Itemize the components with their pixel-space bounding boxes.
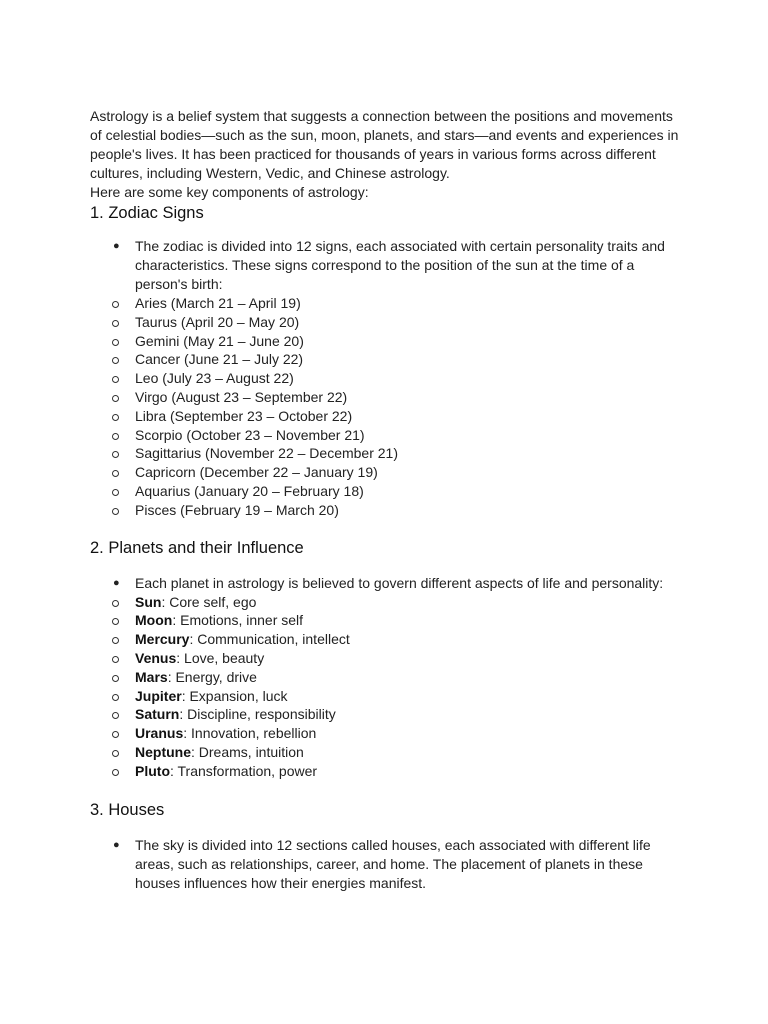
bullet-ring-icon [112,489,119,496]
bullet-ring-icon [112,357,119,364]
planets-bullet-text: Each planet in astrology is believed to govern different aspects of life and personality: [135,574,664,591]
planet-desc: : Core self, ego [161,593,257,610]
list-item [90,705,680,724]
bullet-ring-icon [112,451,119,458]
bullet-dot-icon: ● [113,240,120,252]
planet-list [90,593,680,781]
list-item [90,724,680,743]
bullet-ring-icon [112,637,119,644]
document-page [90,107,680,893]
bullet-ring-icon [112,675,119,682]
zodiac-sign: Sagittarius (November 22 – December 21) [135,445,399,462]
list-item [90,762,680,781]
list-item [90,836,680,893]
planet-name: Mars [135,668,168,685]
list-item [90,444,680,463]
planet-desc: : Innovation, rebellion [183,725,317,742]
planet-name: Venus [135,649,177,666]
bullet-ring-icon [112,769,119,776]
zodiac-sign-list [90,294,680,520]
planet-desc: : Discipline, responsibility [179,706,336,723]
bullet-ring-icon [112,320,119,327]
bullet-dot-icon: ● [113,576,120,589]
list-item [90,574,680,781]
planet-desc: : Energy, drive [167,668,257,685]
list-item [90,237,680,520]
list-item [90,630,680,649]
bullet-ring-icon [112,301,119,308]
zodiac-sign: Taurus (April 20 – May 20) [135,313,300,330]
bullet-ring-icon [112,339,119,346]
list-item [90,649,680,668]
section-heading-planets: 2. Planets and their Influence [90,538,304,557]
zodiac-sign: Capricorn (December 22 – January 19) [135,464,378,481]
list-item [90,611,680,630]
list-item [90,668,680,687]
list-item [90,313,680,332]
bullet-ring-icon [112,731,119,738]
bullet-ring-icon [112,470,119,477]
houses-bullet-text: The sky is divided into 12 sections called houses, each associated with different life areas, such as relationships, career, and home. The placement of planets in these houses influences how their energies manifest. [135,836,651,891]
planets-list [90,574,680,781]
planet-name: Mercury [135,631,190,648]
zodiac-sign: Virgo (August 23 – September 22) [135,388,348,405]
list-item [90,350,680,369]
section-heading-zodiac: 1. Zodiac Signs [90,204,204,222]
bullet-ring-icon [112,395,119,402]
bullet-ring-icon [112,376,119,383]
list-item [90,743,680,762]
bullet-ring-icon [112,656,119,663]
list-item [90,482,680,501]
zodiac-sign: Libra (September 23 – October 22) [135,407,353,424]
bullet-ring-icon [112,600,119,607]
bullet-ring-icon [112,433,119,440]
planet-name: Neptune [135,743,191,760]
zodiac-list [90,237,680,520]
planet-desc: : Communication, intellect [189,631,350,648]
houses-list [90,836,680,893]
list-item [90,463,680,482]
bullet-ring-icon [112,712,119,719]
zodiac-sign: Aquarius (January 20 – February 18) [135,482,364,499]
list-item [90,426,680,445]
bullet-ring-icon [112,508,119,515]
list-item [90,407,680,426]
lead-paragraph: Here are some key components of astrology: [90,184,369,200]
zodiac-sign: Pisces (February 19 – March 20) [135,501,339,518]
list-item [90,294,680,313]
section-heading-houses: 3. Houses [90,800,165,819]
planet-desc: : Dreams, intuition [191,743,304,760]
list-item [90,388,680,407]
zodiac-sign: Scorpio (October 23 – November 21) [135,426,365,443]
bullet-ring-icon [112,694,119,701]
planet-desc: : Love, beauty [176,649,265,666]
bullet-ring-icon [112,414,119,421]
planet-name: Uranus [135,725,184,742]
zodiac-sign: Cancer (June 21 – July 22) [135,351,304,368]
list-item [90,369,680,388]
list-item [90,501,680,520]
planet-name: Jupiter [135,687,182,704]
planet-name: Moon [135,612,173,629]
planet-desc: : Emotions, inner self [172,612,304,629]
list-item [90,593,680,612]
planet-desc: : Expansion, luck [181,687,288,704]
zodiac-sign: Aries (March 21 – April 19) [135,295,301,311]
planet-name: Sun [135,593,162,610]
zodiac-sign: Gemini (May 21 – June 20) [135,332,304,349]
list-item [90,687,680,706]
bullet-ring-icon [112,618,119,625]
planet-desc: : Transformation, power [170,762,318,779]
list-item [90,332,680,351]
planet-name: Saturn [135,706,180,723]
bullet-ring-icon [112,750,119,757]
planet-name: Pluto [135,762,170,779]
bullet-dot-icon: ● [113,838,120,851]
intro-paragraph: Astrology is a belief system that suggests a connection between the positions and movements of celestial bodies—such as the sun, moon, planets, and stars—and events and experiences in people's lives. It has been practiced for thousands of years in various forms across different cultures, including Western, Vedic, and Chinese astrology. [90,108,679,181]
zodiac-bullet-text: The zodiac is divided into 12 signs, each associated with certain personality traits and characteristics. These signs correspond to the position of the sun at the time of a person's birth: [135,238,665,292]
zodiac-sign: Leo (July 23 – August 22) [135,370,294,387]
